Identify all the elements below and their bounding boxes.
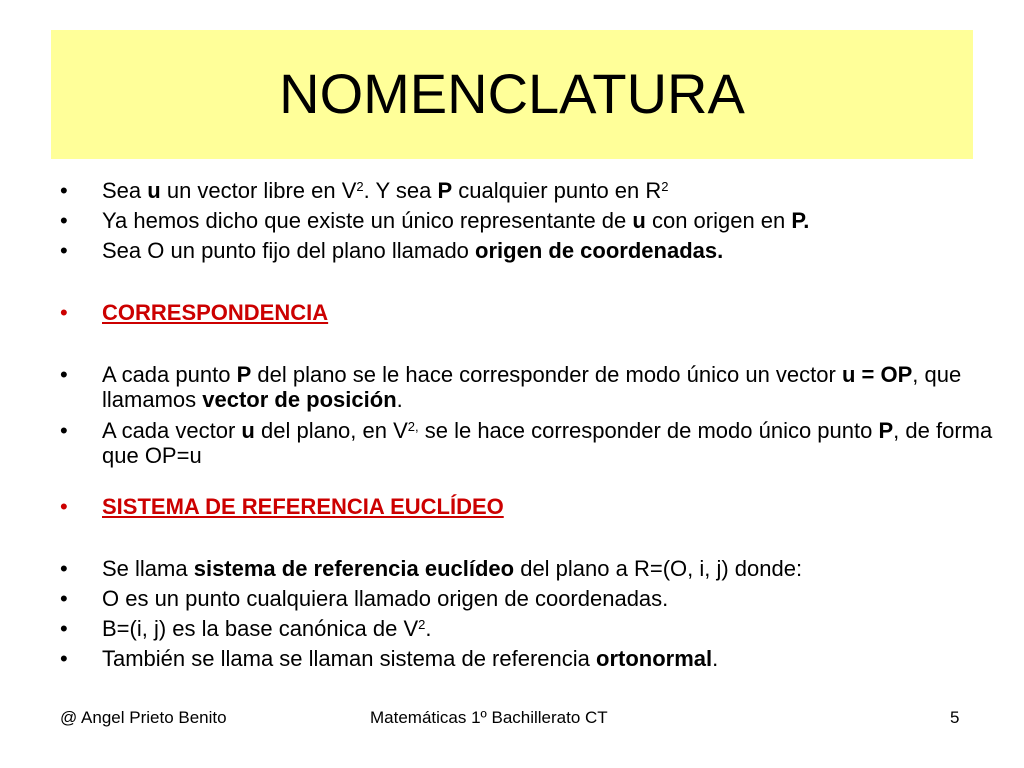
- bullet-dot-icon: •: [60, 238, 68, 263]
- bullet-text: O es un punto cualquiera llamado origen de coordenadas.: [102, 586, 669, 611]
- bullet-text: A cada punto P del plano se le hace corresponder de modo único un vector u = OP, que llamamos vector de posición.: [102, 362, 962, 412]
- footer-page-number: 5: [950, 708, 960, 727]
- bullet-dot-icon: •: [60, 178, 68, 203]
- bullet-text: Ya hemos dicho que existe un único representante de u con origen en P.: [102, 208, 810, 233]
- footer-author: @ Angel Prieto Benito: [60, 708, 227, 727]
- bullet-punto-vector: [58, 362, 1002, 412]
- heading-sistema-referencia: [58, 494, 1002, 519]
- bullet-text: B=(i, j) es la base canónica de $V^2$.: [102, 616, 432, 641]
- bullet-dot-icon: •: [60, 556, 68, 581]
- bullet-vector-libre: [58, 178, 1002, 203]
- bullet-dot-icon: •: [60, 208, 68, 233]
- bullet-dot-icon: •: [60, 586, 68, 611]
- bullet-dot-icon: •: [60, 418, 68, 443]
- bullet-base-canonica: [58, 616, 1002, 641]
- slide-title: NOMENCLATURA: [279, 62, 745, 125]
- bullet-dot-icon: •: [60, 300, 68, 325]
- bullet-text: Sea u un vector libre en $V^2$. Y sea P cualquier punto en $R^2$: [102, 178, 669, 203]
- bullet-text: Sea O un punto fijo del plano llamado origen de coordenadas.: [102, 238, 724, 263]
- bullet-text: A cada vector u del plano, en $V^{2,}$ se le hace corresponder de modo único punto P, de forma que OP=u: [102, 418, 993, 468]
- bullet-ortonormal: [58, 646, 1002, 671]
- bullet-text: CORRESPONDENCIA: [102, 300, 329, 325]
- heading-correspondencia: [58, 300, 1002, 325]
- bullet-vector-punto: [58, 418, 1002, 468]
- bullet-text: SISTEMA DE REFERENCIA EUCLÍDEO: [102, 494, 504, 519]
- bullet-text: También se llama se llaman sistema de referencia ortonormal.: [102, 646, 719, 671]
- bullet-dot-icon: •: [60, 494, 68, 519]
- bullet-dot-icon: •: [60, 616, 68, 641]
- bullet-origen: [58, 238, 1002, 263]
- title-banner: [51, 30, 973, 159]
- bullet-text: Se llama sistema de referencia euclídeo del plano a R=(O, i, j) donde:: [102, 556, 803, 581]
- bullet-sistema-definicion: [58, 556, 1002, 581]
- bullet-dot-icon: •: [60, 362, 68, 387]
- bullet-o-origen: [58, 586, 1002, 611]
- bullet-dot-icon: •: [60, 646, 68, 671]
- footer-course: Matemáticas 1º Bachillerato CT: [370, 708, 608, 727]
- bullet-representante: [58, 208, 1002, 233]
